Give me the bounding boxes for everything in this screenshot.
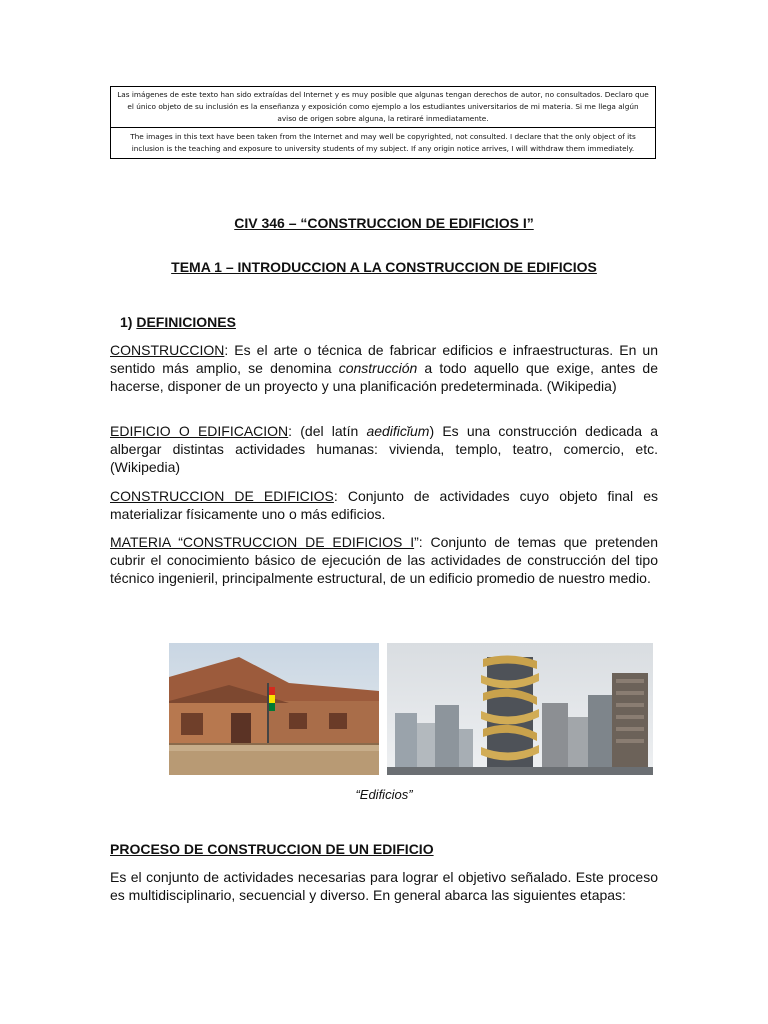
disclaimer-english: The images in this text have been taken from the Internet and may well be copyrighted, not consulted. I declare that the only object of its inclusion is the teaching and exposure to university students of my subject. If any origin notice arrives, I will withdraw them immediately.: [111, 127, 655, 158]
disclaimer-spanish: Las imágenes de este texto han sido extraídas del Internet y es muy posible que algunas tengan derechos de autor, no consultados. Declaro que el único objeto de su inclusión es la enseñanza y exposición como ejemplo a los estudiantes universitarios de mi materia. Si me llega algún aviso de origen sobre alguna, la retiraré inmediatamente.: [117, 90, 649, 123]
definition-term: CONSTRUCCION: [110, 342, 225, 358]
definition-edificio: [110, 422, 658, 476]
definition-term: CONSTRUCCION DE EDIFICIOS: [110, 488, 334, 504]
house-photo: [169, 643, 379, 775]
definition-construccion: [110, 341, 658, 395]
definition-term: EDIFICIO O EDIFICACION: [110, 423, 289, 439]
section-number: 1): [120, 314, 133, 330]
definition-text-continued: a todo aquello que exige, antes de hacerse, disponer de un proyecto y una planificación predeterminada. (Wikipedia): [110, 360, 658, 394]
definition-construccion-de-edificios: [110, 487, 658, 523]
definition-text: : (del latín: [288, 423, 367, 439]
towers-photo: [387, 643, 653, 775]
topic-title: TEMA 1 – INTRODUCCION A LA CONSTRUCCION DE EDIFICIOS: [171, 259, 597, 275]
definition-text: ”: Conjunto de temas que pretenden cubrir el conocimiento básico de ejecución de las actividades de construcción del tipo técnico ingenieril, principalmente estructural, de un edificio promedio de nuestro medio.: [110, 534, 658, 586]
definition-term: MATERIA “CONSTRUCCION DE EDIFICIOS I: [110, 534, 415, 550]
definition-italic-term: aedificĭum: [366, 423, 430, 439]
definition-text: : Conjunto de actividades cuyo objeto final es materializar físicamente uno o más edificios.: [110, 488, 658, 522]
section-heading: [120, 314, 236, 330]
process-heading: PROCESO DE CONSTRUCCION DE UN EDIFICIO: [110, 841, 434, 857]
definition-italic-term: construcción: [338, 360, 418, 376]
section-label: DEFINICIONES: [136, 314, 236, 330]
disclaimer-box: [110, 86, 656, 159]
definition-text-continued: ) Es una construcción dedicada a albergar distintas actividades humanas: vivienda, templo, teatro, comercio, etc.(Wikipedia): [110, 423, 658, 475]
figure-caption: “Edificios”: [355, 787, 413, 802]
definition-text: : Es el arte o técnica de fabricar edificios e infraestructuras. En un sentido más amplio, se denomina: [110, 342, 658, 376]
course-title: CIV 346 – “CONSTRUCCION DE EDIFICIOS I”: [234, 215, 534, 231]
process-paragraph: Es el conjunto de actividades necesarias para lograr el objetivo señalado. Este proceso es multidisciplinario, secuencial y diverso. En general abarca las siguientes etapas:: [110, 869, 658, 903]
definition-materia: [110, 533, 658, 587]
